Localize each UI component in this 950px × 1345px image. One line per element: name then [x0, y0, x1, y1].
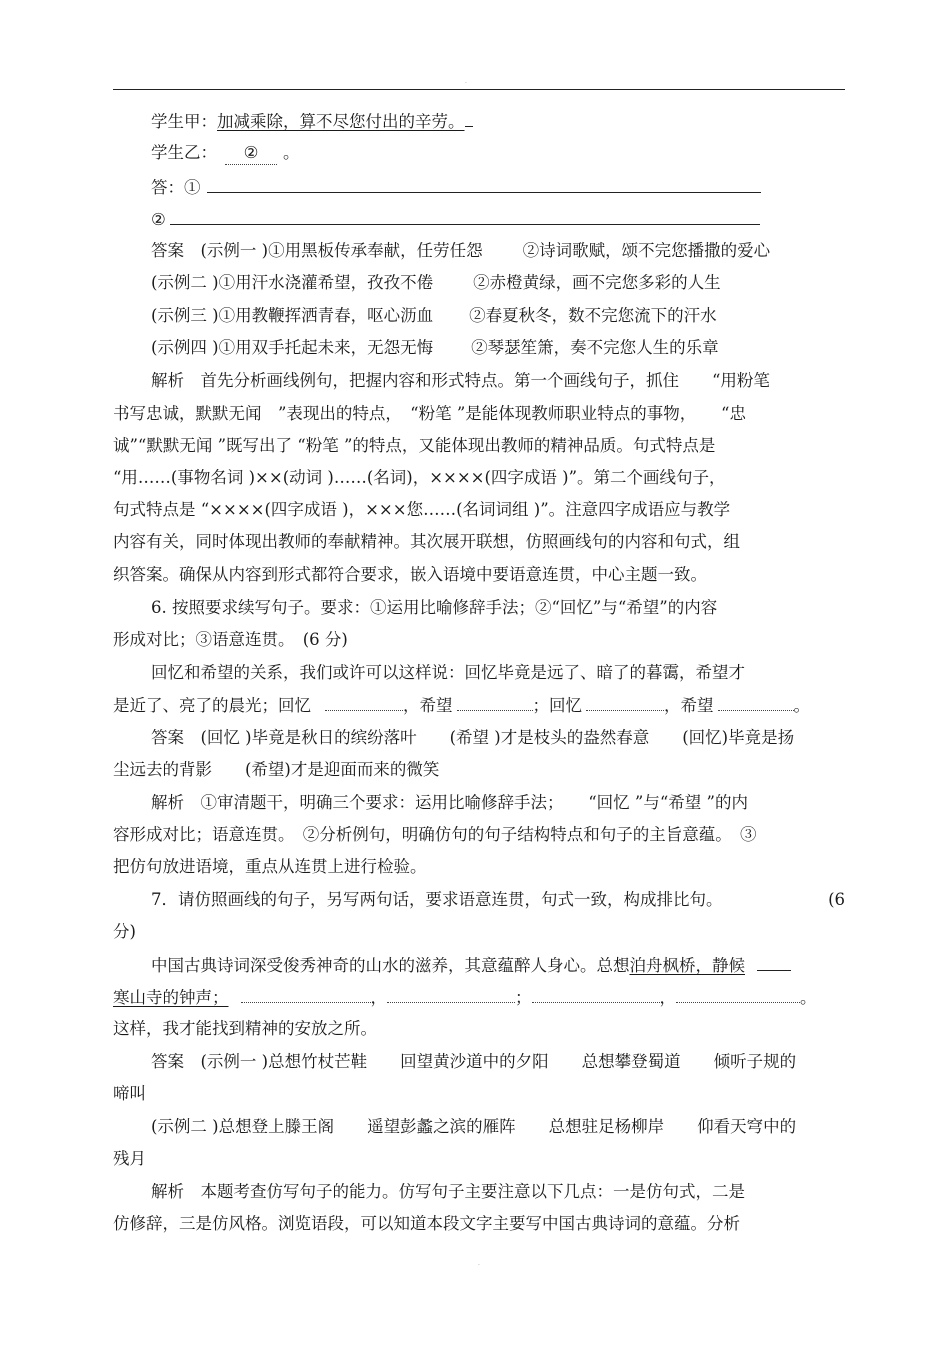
header-rule: [113, 89, 845, 90]
q5-analysis-line: 诚”“默默无闻 ”既写出了 “粉笔 ”的特点，又能体现出教师的精神品质。句式特点是: [113, 436, 716, 455]
header-dot: ·: [465, 80, 467, 87]
q7-answer-2-cont: 残月: [113, 1149, 146, 1168]
q7-text-end: 这样，我才能找到精神的安放之所。: [113, 1019, 377, 1038]
q5-answer-4: (示例四 )①用双手托起未来，无怨无悔 ②琴瑟笙箫，奏不完您人生的乐章: [151, 338, 719, 357]
q7-blank-1[interactable]: [241, 986, 371, 1003]
q7-blank-3[interactable]: [532, 986, 660, 1003]
q5-answer-2: (示例二 )①用汗水浇灌希望，孜孜不倦 ②赤橙黄绿，画不完您多彩的人生: [151, 273, 721, 292]
q5-analysis-line: 内容有关，同时体现出教师的奉献精神。其次展开联想，仿照画线句的内容和句式，组: [113, 532, 740, 551]
answer-label: 答：①: [151, 178, 201, 197]
q6-stem-cont: 形成对比；③语意连贯。 (6 分): [113, 630, 348, 649]
q7-blank-2[interactable]: [387, 986, 515, 1003]
student-yi-blank[interactable]: ②: [225, 142, 277, 165]
answer-blank-1[interactable]: [207, 176, 761, 193]
answer-2-label: ②: [151, 210, 166, 229]
q6-blank-4[interactable]: [718, 694, 794, 711]
q5-analysis-line: 书写忠诚，默默无闻 ”表现出的特点， “粉笔 ”是能体现教师职业特点的事物， “忠: [113, 404, 746, 423]
q5-analysis-line: 句式特点是 “××××(四字成语 )，×××您……(名词词组 )”。注意四字成语应与教学: [113, 500, 731, 519]
answer-line-1: [113, 176, 845, 199]
q7-underlined-example-cont: 寒山寺的钟声；: [113, 988, 229, 1007]
q5-answer-1: 答案 (示例一 )①用黑板传承奉献，任劳任怨 ②诗词歌赋，颂不完您播撒的爱心: [151, 241, 771, 260]
footer-dot: ·: [478, 1262, 480, 1269]
q6-blank-2[interactable]: [457, 694, 533, 711]
q5-analysis-line: “用……(事物名词 )××(动词 )……(名词)，××××(四字成语 )”。第二个画线句子，: [113, 468, 726, 487]
q5-analysis-line: 织答案。确保从内容到形式都符合要求，嵌入语境中要语意连贯，中心主题一致。: [113, 565, 707, 584]
q7-text: 中国古典诗词深受俊秀神奇的山水的滋养，其意蕴醉人身心。总想泊舟枫桥，静候: [113, 954, 845, 977]
q7-analysis: 解析 本题考查仿写句子的能力。仿写句子主要注意以下几点：一是仿句式，二是: [151, 1182, 745, 1201]
student-jia-label: 学生甲：: [151, 112, 217, 131]
q7-answer: 答案 (示例一 )总想竹杖芒鞋 回望黄沙道中的夕阳 总想攀登蜀道 倾听子规的: [151, 1052, 797, 1071]
q7-analysis-cont: 仿修辞，三是仿风格。浏览语段，可以知道本段文字主要写中国古典诗词的意蕴。分析: [113, 1214, 740, 1233]
q6-analysis-cont: 把仿句放进语境，重点从连贯上进行检验。: [113, 857, 427, 876]
q5-analysis-line: 解析 首先分析画线例句，把握内容和形式特点。第一个画线句子，抓住 “用粉笔: [151, 371, 770, 390]
answer-blank-2[interactable]: [170, 208, 760, 225]
student-jia-line: [113, 110, 845, 133]
q7-answer-cont: 啼叫: [113, 1084, 146, 1103]
student-yi-label: 学生乙：: [151, 143, 217, 162]
q5-answer-3: (示例三 )①用教鞭挥洒青春，呕心沥血 ②春夏秋冬，数不完您流下的汗水: [151, 306, 717, 325]
q6-answer-cont: 尘远去的背影 (希望)才是迎面而来的微笑: [113, 760, 440, 779]
q6-text-blanks: 是近了、亮了的晨光；回忆 ，希望 ；回忆 ，希望 。: [113, 696, 810, 715]
q7-stem-cont: 分): [113, 922, 136, 941]
q7-text-blanks: 寒山寺的钟声； ， ； ， 。: [113, 988, 817, 1007]
q6-answer: 答案 (回忆 )毕竟是秋日的缤纷落叶 (希望 )才是枝头的盎然春意 (回忆)毕竟是扬: [151, 728, 795, 747]
q7-answer-2: (示例二 )总想登上滕王阁 遥望彭蠡之滨的雁阵 总想驻足杨柳岸 仰看天穹中的: [151, 1117, 797, 1136]
q6-stem: 6. 按照要求续写句子。要求：①运用比喻修辞手法；②“回忆”与“希望”的内容: [151, 598, 718, 617]
q6-blank-1[interactable]: [325, 694, 403, 711]
q7-underlined-example: 泊舟枫桥，静候: [629, 956, 745, 975]
answer-line-2: [113, 208, 845, 231]
student-yi-line: 学生乙： ② 。: [113, 142, 845, 165]
q7-blank-4[interactable]: [676, 986, 800, 1003]
q6-text: 回忆和希望的关系，我们或许可以这样说：回忆毕竟是远了、暗了的暮霭，希望才: [151, 663, 745, 682]
q6-analysis: 解析 ①审清题干，明确三个要求：运用比喻修辞手法； “回忆 ”与“希望 ”的内: [151, 793, 748, 812]
q6-analysis-cont: 容形成对比；语意连贯。 ②分析例句，明确仿句的句子结构特点和句子的主旨意蕴。 ③: [113, 825, 757, 844]
student-jia-text: 加减乘除，算不尽您付出的辛劳。: [217, 112, 465, 131]
q7-stem: 7．请仿照画线的句子，另写两句话，要求语意连贯，句式一致，构成排比句。 (6: [151, 890, 845, 909]
q6-blank-3[interactable]: [586, 694, 664, 711]
